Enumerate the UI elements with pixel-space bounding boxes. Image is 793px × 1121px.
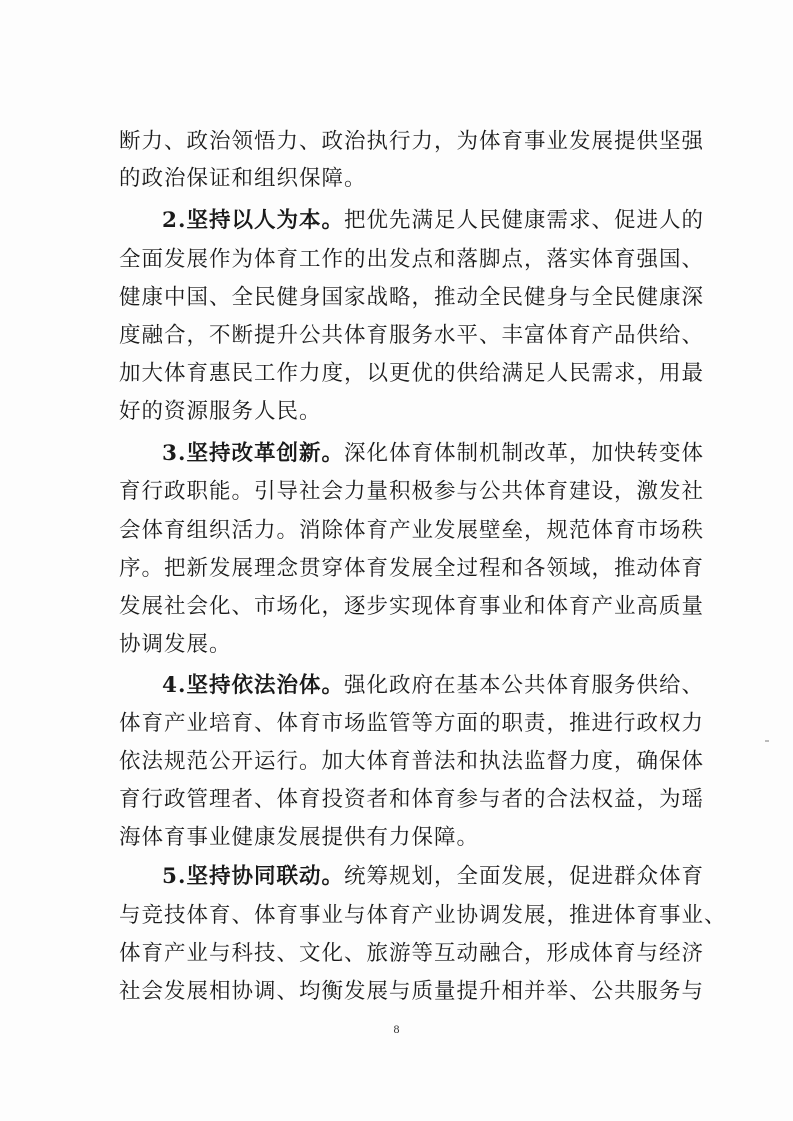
paragraph-text: 深化体育体制机制改革，加快转变体 [343, 441, 704, 466]
text-line: 与竞技体育、体育事业与体育产业协调发展，推进体育事业、 [119, 903, 727, 928]
paragraph-text: 把优先满足人民健康需求、促进人的 [343, 208, 704, 233]
paragraph-heading: 4.坚持依法治体。 [162, 673, 344, 698]
text-line: 度融合，不断提升公共体育服务水平、丰富体育产品供给、 [119, 323, 705, 348]
paragraph-first-line [162, 206, 704, 236]
paragraph-heading: 2.坚持以人为本。 [162, 208, 344, 233]
text-line: 的政治保证和组织保障。 [119, 166, 367, 191]
text-line: 社会发展相协调、均衡发展与质量提升相并举、公共服务与 [119, 979, 705, 1004]
text-line: 会体育组织活力。消除体育产业发展壁垒，规范体育市场秩 [119, 518, 705, 543]
text-line: 育行政职能。引导社会力量积极参与公共体育建设，激发社 [119, 479, 705, 504]
text-line: 全面发展作为体育工作的出发点和落脚点，落实体育强国、 [119, 247, 705, 272]
paragraph-text: 统筹规划，全面发展，促进群众体育 [343, 864, 704, 889]
text-line: 依法规范公开运行。加大体育普法和执法监督力度，确保体 [119, 749, 705, 774]
text-line: 好的资源服务人民。 [119, 399, 322, 424]
paragraph-first-line [162, 671, 704, 701]
scan-mark [765, 740, 769, 742]
paragraph-text: 强化政府在基本公共体育服务供给、 [343, 673, 704, 698]
text-line: 发展社会化、市场化，逐步实现体育事业和体育产业高质量 [119, 594, 705, 619]
text-line: 序。把新发展理念贯穿体育发展全过程和各领域，推动体育 [119, 556, 705, 581]
paragraph-first-line [162, 439, 704, 469]
text-line: 海体育事业健康发展提供有力保障。 [119, 825, 480, 850]
text-line: 健康中国、全民健身国家战略，推动全民健身与全民健康深 [119, 285, 705, 310]
text-line: 协调发展。 [119, 632, 232, 657]
text-line: 断力、政治领悟力、政治执行力，为体育事业发展提供坚强 [119, 129, 705, 154]
paragraph-heading: 3.坚持改革创新。 [162, 441, 344, 466]
text-line: 体育产业培育、体育市场监管等方面的职责，推进行政权力 [119, 711, 705, 736]
text-line: 体育产业与科技、文化、旅游等互动融合，形成体育与经济 [119, 941, 705, 966]
paragraph-first-line [162, 862, 704, 892]
page-number: 8 [393, 1022, 400, 1036]
paragraph-heading: 5.坚持协同联动。 [162, 864, 344, 889]
text-line: 育行政管理者、体育投资者和体育参与者的合法权益，为瑶 [119, 787, 705, 812]
text-line: 加大体育惠民工作力度，以更优的供给满足人民需求，用最 [119, 361, 705, 386]
